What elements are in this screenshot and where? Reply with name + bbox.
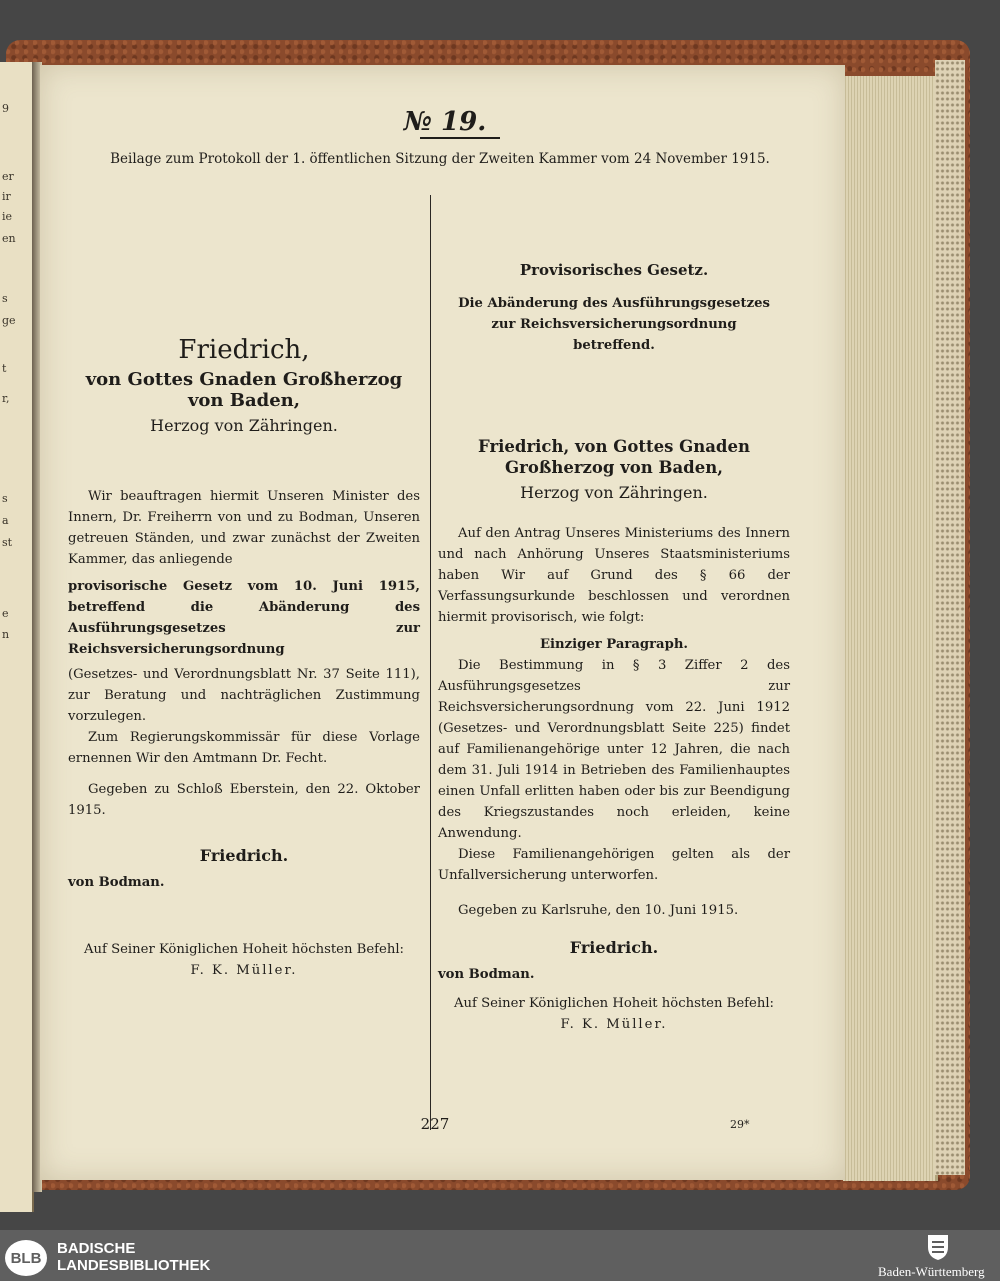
marbled-endpaper	[935, 60, 965, 1175]
blb-logo[interactable]: BLB	[5, 1240, 47, 1276]
signature-mark: 29*	[730, 1118, 750, 1131]
margin-fragment: t	[2, 362, 7, 375]
right-column	[438, 260, 790, 1035]
page-block-edges	[843, 76, 938, 1181]
margin-fragment: r,	[2, 392, 10, 405]
previous-page-edge	[0, 62, 34, 1212]
beilage-line: Beilage zum Protokoll der 1. öffentlichen Sitzung der Zweiten Kammer vom 24 November 1915.	[110, 151, 770, 167]
margin-fragment: s	[2, 292, 8, 305]
commission-paragraph: Wir beauftragen hiermit Unseren Minister des Innern, Dr. Freiherrn von und zu Bodman, Unseren getreuen Ständen, und zwar zunächst der Zweiten Kammer, das anliegende	[68, 489, 420, 567]
margin-fragment: st	[2, 536, 13, 549]
command-line: Auf Seiner Königlichen Hoheit höchsten Befehl:	[84, 942, 404, 957]
signature-right: Friedrich.	[569, 938, 659, 957]
book-page	[40, 65, 845, 1180]
margin-fragment: ir	[2, 190, 11, 203]
crest-icon	[925, 1232, 951, 1262]
law-subheading: Die Abänderung des Ausführungsgesetzes zur Reichsversicherungsordnung betreffend.	[458, 296, 770, 353]
margin-fragment: e	[2, 607, 9, 620]
ruler-subtitle-right: Herzog von Zähringen.	[520, 483, 708, 502]
ruler-subtitle: Herzog von Zähringen.	[150, 416, 338, 435]
margin-fragment: a	[2, 514, 9, 527]
section-heading: Einziger Paragraph.	[539, 637, 688, 652]
secretary-name: F. K. Müller.	[190, 963, 298, 978]
number-underline	[420, 137, 500, 139]
state-label[interactable]: Baden-Württemberg	[878, 1264, 985, 1279]
margin-fragment: ie	[2, 210, 13, 223]
margin-fragment: n	[2, 628, 10, 641]
law-heading: Provisorisches Gesetz.	[519, 261, 709, 279]
margin-fragment: er	[2, 170, 14, 183]
library-name-line2: LANDESBIBLIOTHEK	[57, 1257, 211, 1274]
given-at-line-right: Gegeben zu Karlsruhe, den 10. Juni 1915.	[458, 903, 739, 918]
preamble-paragraph: Auf den Antrag Unseres Ministeriums des Innern und nach Anhörung Unseres Staatsministeriums haben Wir auf Grund des § 66 der Verfassungsurkunde beschlossen und verordnen hiermit provisorisch, wie folgt:	[438, 526, 790, 625]
insurance-paragraph: Diese Familienangehörigen gelten als der Unfallversicherung unterworfen.	[438, 847, 790, 883]
document-number: № 19.	[403, 107, 487, 137]
provision-paragraph: Die Bestimmung in § 3 Ziffer 2 des Ausführungsgesetzes zur Reichsversicherungsordnung vom 22. Juni 1912 (Gesetzes- und Verordnungsblatt Seite 225) findet auf Familienangehörige unter 12 Jahren, die nach dem 31. Juli 1914 in Betrieben des Familienhauptes einen Unfall erlitten haben oder bis zur Beendigung des Kriegszustandes noch erleiden, keine Anwendung.	[438, 658, 790, 841]
ruler-title: von Gottes Gnaden Großherzog von Baden,	[85, 369, 403, 411]
ruler-title-right: Friedrich, von Gottes Gnaden Großherzog von Baden,	[478, 437, 750, 477]
gazette-paragraph: (Gesetzes- und Verordnungsblatt Nr. 37 Seite 111), zur Beratung und nachträglichen Zustimmung vorzulegen.	[68, 667, 420, 724]
library-name[interactable]	[57, 1240, 210, 1274]
margin-fragment: ge	[2, 314, 16, 327]
margin-fragment: s	[2, 492, 8, 505]
countersignature: von Bodman.	[68, 875, 165, 890]
command-line-right: Auf Seiner Königlichen Hoheit höchsten Befehl:	[454, 996, 774, 1011]
viewer-footer	[0, 1230, 1000, 1281]
margin-fragment: 9	[2, 102, 9, 115]
library-name-line1: BADISCHE	[57, 1240, 136, 1257]
page-number: 227	[420, 1115, 450, 1133]
signature: Friedrich.	[199, 846, 289, 865]
margin-fragment: en	[2, 232, 16, 245]
column-divider	[430, 195, 431, 1130]
countersignature-right: von Bodman.	[438, 967, 535, 982]
commissioner-paragraph: Zum Regierungskommissär für diese Vorlage ernennen Wir den Amtmann Dr. Fecht.	[68, 730, 420, 766]
ruler-name: Friedrich,	[178, 335, 310, 365]
secretary-name-right: F. K. Müller.	[560, 1017, 668, 1032]
left-column	[68, 335, 420, 981]
given-at-line: Gegeben zu Schloß Eberstein, den 22. Oktober 1915.	[68, 782, 420, 818]
law-title: provisorische Gesetz vom 10. Juni 1915, betreffend die Abänderung des Ausführungsgesetzes zur Reichsversicherungsordnung	[68, 579, 420, 657]
